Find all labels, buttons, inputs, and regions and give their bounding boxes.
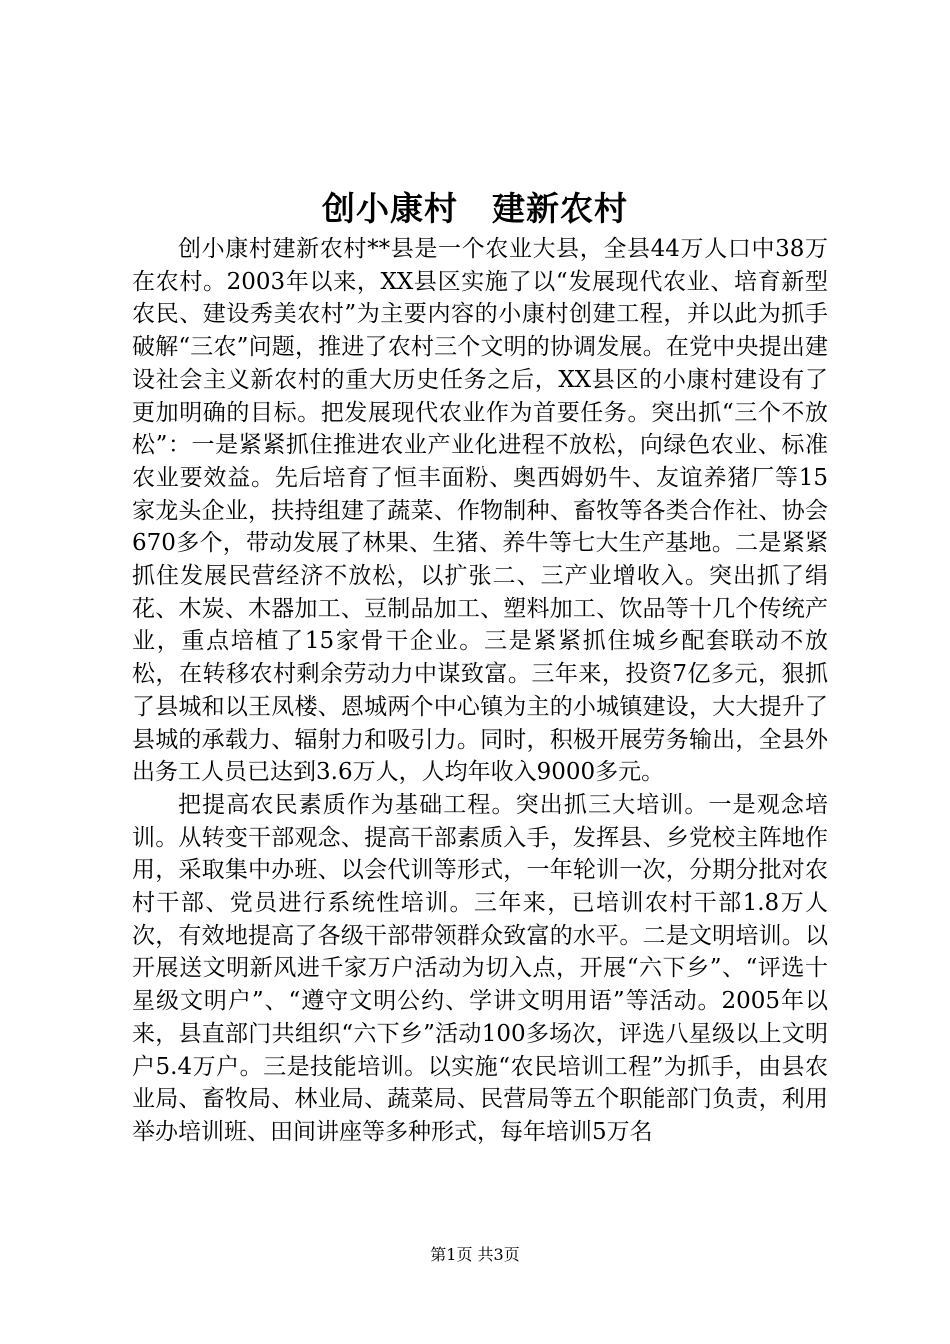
paragraph: 把提高农民素质作为基础工程。突出抓三大培训。一是观念培训。从转变干部观念、提高干部素质入手，发挥县、乡党校主阵地作用，采取集中办班、以会代训等形式，一年轮训一次，分期分批对农村干部、党员进行系统性培训。三年来，已培训农村干部1.8万人次，有效地提高了各级干部带领群众致富的水平。二是文明培训。以开展送文明新风进千家万户活动为切入点，开展“六下乡”、“评选十星级文明户”、“遵守文明公约、学讲文明用语”等活动。2005年以来，县直部门共组织“六下乡”活动100多场次，评选八星级以上文明户5.4万户。三是技能培训。以实施“农民培训工程”为抓手，由县农业局、畜牧局、林业局、蔬菜局、民营局等五个职能部门负责，利用举办培训班、田间讲座等多种形式，每年培训5万名 <box>132 791 828 1145</box>
page-footer: 第1页 共3页 <box>430 1245 520 1264</box>
document-title: 创小康村 建新农村 <box>322 189 628 228</box>
paragraph: 创小康村建新农村**县是一个农业大县，全县44万人口中38万在农村。2003年以来，XX县区实施了以“发展现代农业、培育新型农民、建设秀美农村”为主要内容的小康村创建工程，并以此为抓手破解“三农”问题，推进了农村三个文明的协调发展。在党中央提出建设社会主义新农村的重大历史任务之后，XX县区的小康村建设有了更加明确的目标。把发展现代农业作为首要任务。突出抓“三个不放松”：一是紧紧抓住推进农业产业化进程不放松，向绿色农业、标准农业要效益。先后培育了恒丰面粉、奥西姆奶牛、友谊养猪厂等15家龙头企业，扶持组建了蔬菜、作物制种、畜牧等各类合作社、协会670多个，带动发展了林果、生猪、养牛等七大生产基地。二是紧紧抓住发展民营经济不放松，以扩张二、三产业增收入。突出抓了绢花、木炭、木器加工、豆制品加工、塑料加工、饮品等十几个传统产业，重点培植了15家骨干企业。三是紧紧抓住城乡配套联动不放松，在转移农村剩余劳动力中谋致富。三年来，投资7亿多元，狠抓了县城和以王凤楼、恩城两个中心镇为主的小城镇建设，大大提升了县城的承载力、辐射力和吸引力。同时，积极开展劳务输出，全县外出务工人员已达到3.6万人，人均年收入9000多元。 <box>132 236 828 786</box>
document-body <box>132 233 828 1149</box>
